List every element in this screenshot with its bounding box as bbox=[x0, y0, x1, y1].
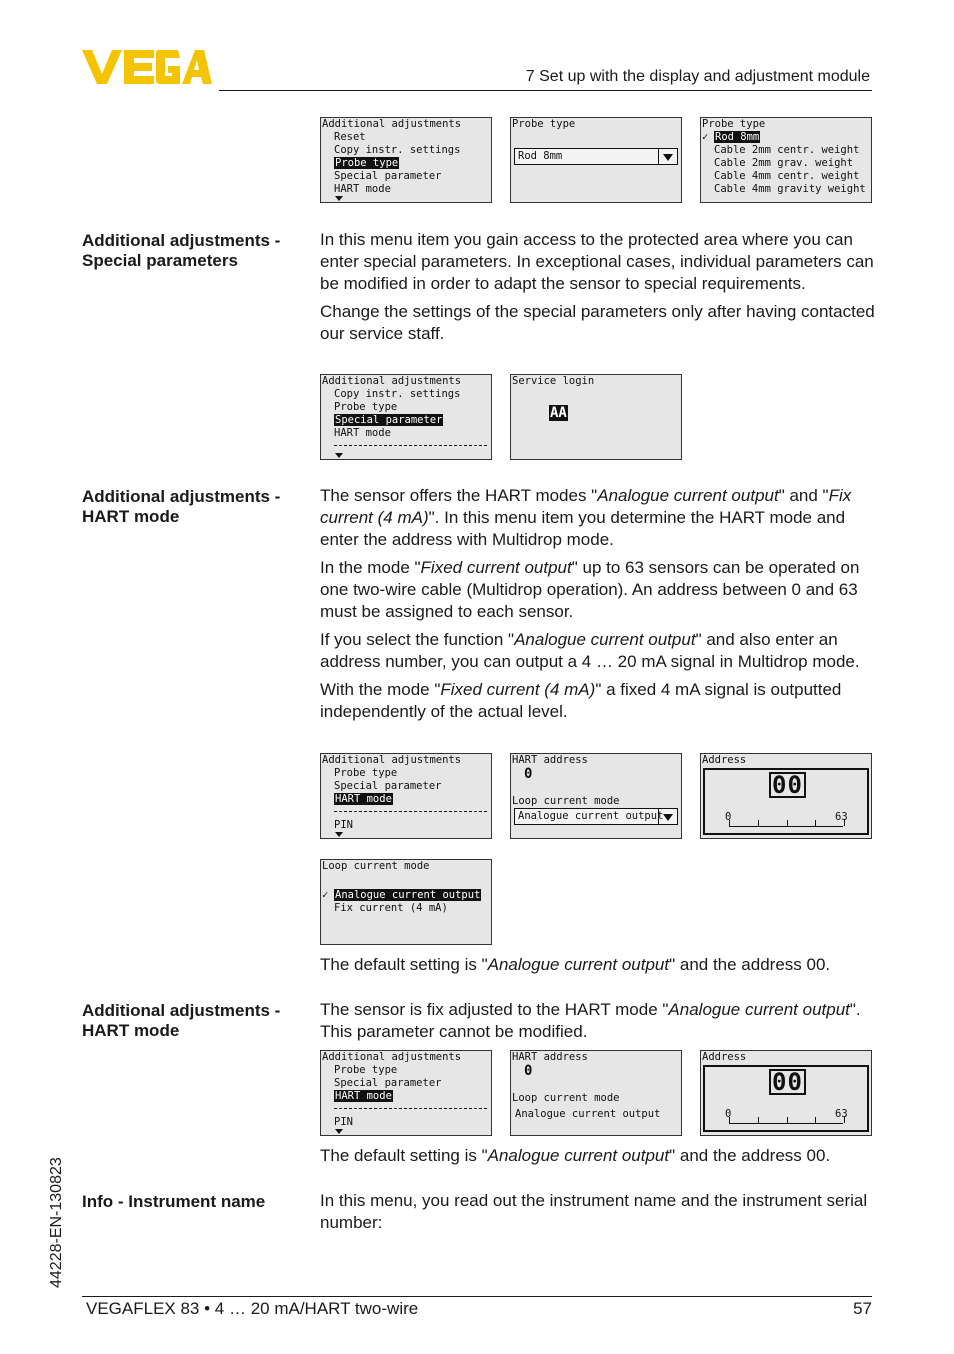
lcd-title: Additional adjustments bbox=[322, 754, 462, 766]
page-number: 57 bbox=[853, 1299, 872, 1318]
lcd-title: Service login bbox=[512, 375, 595, 387]
heading-line: Special parameters bbox=[82, 251, 238, 270]
document-id: 44228-EN-130823 bbox=[48, 1157, 65, 1288]
lcd-probe-menu bbox=[320, 117, 492, 203]
lcd-item-selected: Rod 8mm bbox=[715, 131, 760, 143]
special-parameters-heading bbox=[82, 231, 307, 271]
scroll-down-icon bbox=[335, 1129, 343, 1134]
paragraph: If you select the function "Analogue current output" and also enter an address number, you can output a 4 … 20 mA signal in Multidrop mode. bbox=[320, 630, 860, 671]
scale-tick bbox=[787, 820, 788, 826]
hart-fixed-default-text bbox=[320, 1145, 880, 1167]
dropdown-arrow-icon bbox=[658, 149, 677, 164]
lcd-hart-menu-2 bbox=[320, 1050, 492, 1136]
hart-mode-text bbox=[320, 485, 880, 723]
dropdown-value: Rod 8mm bbox=[518, 150, 563, 162]
chapter-title: 7 Set up with the display and adjustment module bbox=[525, 68, 870, 85]
heading-line: Additional adjustments - bbox=[82, 231, 281, 250]
lcd-item: Copy instr. settings bbox=[334, 388, 461, 400]
scale-tick bbox=[844, 820, 845, 826]
scroll-down-icon bbox=[335, 832, 343, 837]
heading-line: HART mode bbox=[82, 1021, 180, 1040]
separator bbox=[334, 811, 487, 812]
hart-address-value: 0 bbox=[524, 766, 533, 782]
heading-line: Additional adjustments - bbox=[82, 1001, 281, 1020]
lcd-item: Cable 2mm grav. weight bbox=[714, 157, 854, 169]
paragraph: With the mode "Fixed current (4 mA)" a fixed 4 mA signal is outputted independently of the actual level. bbox=[320, 680, 842, 721]
lcd-title: Additional adjustments bbox=[322, 375, 462, 387]
scale-tick bbox=[815, 820, 816, 826]
lcd-loop-mode bbox=[320, 859, 492, 945]
lcd-item: HART mode bbox=[334, 427, 391, 439]
heading-line: Additional adjustments - bbox=[82, 487, 281, 506]
lcd-hart-menu bbox=[320, 753, 492, 839]
scale-tick bbox=[758, 820, 759, 826]
lcd-address-2 bbox=[700, 1050, 872, 1136]
lcd-title: Address bbox=[702, 1051, 747, 1063]
scroll-down-icon bbox=[335, 453, 343, 458]
login-value: AA bbox=[550, 405, 567, 421]
paragraph: The default setting is "Analogue current output" and the address 00. bbox=[320, 1146, 831, 1165]
address-value bbox=[769, 772, 806, 798]
dropdown-value: Analogue current output bbox=[518, 810, 664, 822]
paragraph: In this menu item you gain access to the protected area where you can enter special parameters. In exceptional cases, individual parameters can be modified in order to adapt the sensor to special requirements. bbox=[320, 230, 874, 293]
paragraph: Change the settings of the special parameters only after having contacted our service staff. bbox=[320, 302, 875, 343]
scale-tick bbox=[815, 1117, 816, 1123]
paragraph: In this menu, you read out the instrument name and the instrument serial number: bbox=[320, 1191, 868, 1232]
paragraph: The sensor is fix adjusted to the HART mode "Analogue current output". This parameter cannot be modified. bbox=[320, 1000, 861, 1041]
lcd-item-selected: Probe type bbox=[335, 157, 399, 169]
lcd-title: Probe type bbox=[702, 118, 766, 130]
address-digits: 00 bbox=[769, 772, 806, 798]
lcd-item: Cable 4mm gravity weight bbox=[714, 183, 866, 195]
dropdown-arrow-icon bbox=[658, 809, 677, 824]
loop-label: Loop current mode bbox=[512, 1092, 620, 1104]
address-scale bbox=[729, 1123, 843, 1124]
lcd-item: Cable 4mm centr. weight bbox=[714, 170, 860, 182]
special-parameters-text bbox=[320, 229, 880, 345]
lcd-special-menu bbox=[320, 374, 492, 460]
service-login-code bbox=[549, 407, 568, 420]
hart-mode-fixed-text bbox=[320, 999, 880, 1043]
lcd-item: Special parameter bbox=[334, 780, 442, 792]
lcd-item: Probe type bbox=[334, 1064, 398, 1076]
scale-tick bbox=[729, 1117, 730, 1123]
lcd-item: Copy instr. settings bbox=[334, 144, 461, 156]
footer-rule bbox=[82, 1296, 872, 1297]
lcd-hart-address bbox=[510, 753, 682, 839]
scale-min: 0 bbox=[725, 1108, 732, 1120]
scale-tick bbox=[729, 820, 730, 826]
lcd-item: Special parameter bbox=[334, 170, 442, 182]
lcd-probe-type bbox=[510, 117, 682, 203]
scroll-down-icon bbox=[335, 196, 343, 201]
lcd-item: Special parameter bbox=[334, 1077, 442, 1089]
loop-label: Loop current mode bbox=[512, 795, 620, 807]
lcd-item: Fix current (4 mA) bbox=[334, 902, 448, 914]
lcd-item: HART mode bbox=[334, 183, 391, 195]
lcd-item: PIN bbox=[334, 1116, 353, 1128]
lcd-item: Probe type bbox=[334, 401, 398, 413]
lcd-title: HART address bbox=[512, 1051, 588, 1063]
hart-default-text bbox=[320, 954, 880, 976]
hart-mode-fixed-heading bbox=[82, 1001, 307, 1041]
lcd-service-login bbox=[510, 374, 682, 460]
lcd-title: HART address bbox=[512, 754, 588, 766]
lcd-item: Probe type bbox=[334, 767, 398, 779]
scale-max: 63 bbox=[835, 1108, 848, 1120]
scale-tick bbox=[844, 1117, 845, 1123]
paragraph: The default setting is "Analogue current output" and the address 00. bbox=[320, 955, 831, 974]
lcd-title: Loop current mode bbox=[322, 860, 430, 872]
lcd-title: Additional adjustments bbox=[322, 1051, 462, 1063]
info-text bbox=[320, 1190, 880, 1234]
scale-tick bbox=[787, 1117, 788, 1123]
scale-min: 0 bbox=[725, 811, 732, 823]
lcd-address bbox=[700, 753, 872, 839]
lcd-item: PIN bbox=[334, 819, 353, 831]
lcd-probe-list bbox=[700, 117, 872, 203]
loop-mode-dropdown bbox=[514, 808, 678, 825]
lcd-title: Additional adjustments bbox=[322, 118, 462, 130]
lcd-item-selected: Special parameter bbox=[335, 414, 443, 426]
address-scale bbox=[729, 826, 843, 827]
lcd-title: Address bbox=[702, 754, 747, 766]
address-digits: 00 bbox=[769, 1069, 806, 1095]
scale-tick bbox=[758, 1117, 759, 1123]
lcd-item: Reset bbox=[334, 131, 366, 143]
footer-product: VEGAFLEX 83 • 4 … 20 mA/HART two-wire bbox=[86, 1299, 419, 1318]
hart-mode-heading bbox=[82, 487, 307, 527]
lcd-hart-address-2 bbox=[510, 1050, 682, 1136]
checkmark-icon: ✓ bbox=[322, 889, 329, 901]
lcd-item-selected: HART mode bbox=[335, 793, 392, 805]
paragraph: The sensor offers the HART modes "Analogue current output" and "Fix current (4 mA)". In this menu item you determine the HART mode and enter the address with Multidrop mode. bbox=[320, 486, 852, 549]
info-heading: Info - Instrument name bbox=[82, 1192, 266, 1211]
heading-line: HART mode bbox=[82, 507, 180, 526]
header-rule bbox=[219, 90, 872, 91]
lcd-item-selected: Analogue current output bbox=[335, 889, 481, 901]
lcd-item-selected: HART mode bbox=[335, 1090, 392, 1102]
loop-value: Analogue current output bbox=[515, 1108, 661, 1120]
address-value bbox=[769, 1069, 806, 1095]
separator bbox=[334, 445, 487, 446]
checkmark-icon: ✓ bbox=[702, 131, 709, 143]
lcd-item: Cable 2mm centr. weight bbox=[714, 144, 860, 156]
separator bbox=[334, 1108, 487, 1109]
hart-address-value: 0 bbox=[524, 1063, 533, 1079]
lcd-title: Probe type bbox=[512, 118, 576, 130]
vega-logo bbox=[82, 50, 212, 84]
paragraph: In the mode "Fixed current output" up to 63 sensors can be operated on one two-wire cable (Multidrop operation). An address between 0 and 63 must be assigned to each sensor. bbox=[320, 558, 860, 621]
scale-max: 63 bbox=[835, 811, 848, 823]
probe-type-dropdown bbox=[514, 148, 678, 165]
